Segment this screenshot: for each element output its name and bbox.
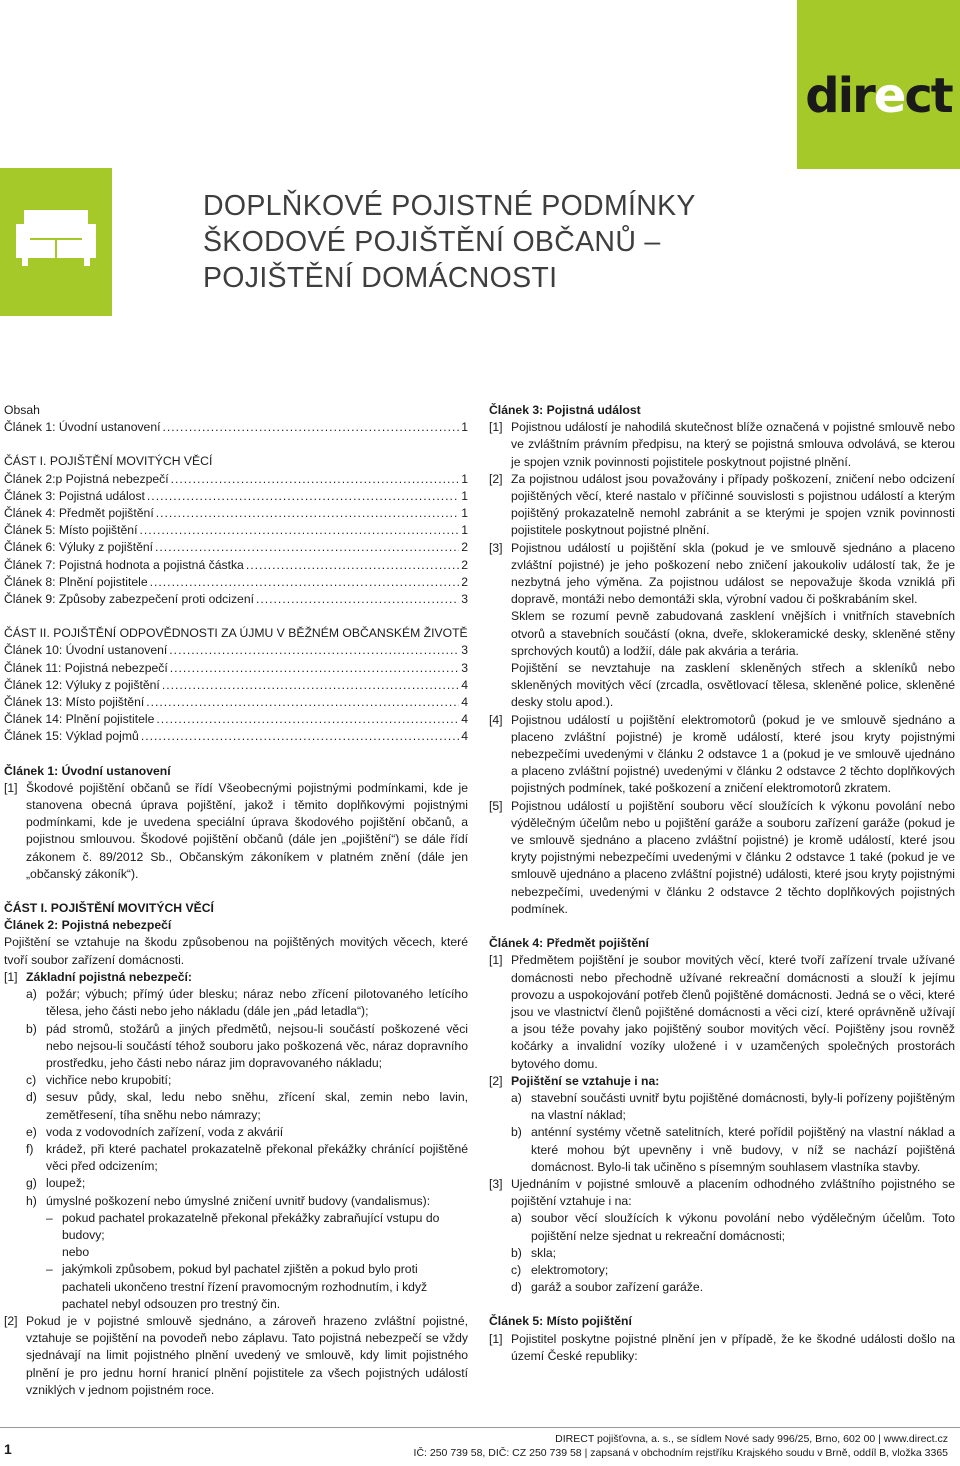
footer-address: DIRECT pojišťovna, a. s., se sídlem Nové sady 996/25, Brno, 602 00 | www.direct.cz xyxy=(555,1433,948,1445)
paragraph-text: Pojistnou událostí u pojištění elektromotorů (pokud je ve smlouvě sjednáno a placeno zvláštní pojistné) je kromě událostí, které jsou kryty pojistnými nebezpečími uvedenými v článku 2 odstavce 1 a (pokud je ve smlouvě ujednáno a placeno zvláštní pojistné) uvedenými v článku 2 odstavce 2 těchto doplňkových pojistných podmínek, také poškození a zničení elektromotorů zkratem. xyxy=(511,712,955,796)
toc-page-number: 2 xyxy=(461,540,468,555)
article-heading: Článek 5: Místo pojištění xyxy=(489,1314,632,1329)
list-item xyxy=(4,1089,468,1123)
paragraph-number: [2] xyxy=(489,471,503,486)
paragraph-text: Pojistnou událostí je nahodilá skutečnost blíže označená v pojistné smlouvě nebo ve zvláštním právním předpisu, na který se pojistná smlouva odvolává, se kterou je spojen vznik povinnosti pojistitele poskytnout pojistné plnění. xyxy=(511,420,955,469)
toc-page-number: 2 xyxy=(461,557,468,572)
toc-leader xyxy=(139,522,459,539)
list-item-text: sesuv půdy, skal, ledu nebo sněhu, zřícení skal, zemin nebo lavin, zemětřesení, tíha sněhu nebo námrazy; xyxy=(46,1090,468,1122)
title-line-2: ŠKODOVÉ POJIŠTĚNÍ OBČANŮ – xyxy=(203,226,661,258)
toc-page-number: 4 xyxy=(461,695,468,710)
title-line-3: POJIŠTĚNÍ DOMÁCNOSTI xyxy=(203,262,558,294)
article-heading: Článek 3: Pojistná událost xyxy=(489,403,641,417)
toc-entry-label: Článek 1: Úvodní ustanovení xyxy=(4,420,161,435)
list-item xyxy=(489,1279,955,1296)
toc-entry-label: Článek 3: Pojistná událost xyxy=(4,488,145,503)
dash-marker: – xyxy=(46,1210,53,1225)
part-heading: ČÁST I. POJIŠTĚNÍ MOVITÝCH VĚCÍ xyxy=(4,901,214,916)
left-column xyxy=(4,402,468,1399)
toc-page-number: 3 xyxy=(461,592,468,607)
toc-entry xyxy=(4,419,468,436)
toc xyxy=(4,402,468,746)
list-item-text: vichřice nebo krupobití; xyxy=(46,1073,172,1088)
toc-entry-label: Článek 5: Místo pojištění xyxy=(4,523,138,538)
paragraph-text: Základní pojistná nebezpečí: xyxy=(26,969,192,984)
paragraph-text: Škodové pojištění občanů se řídí Všeobecnými pojistnými podmínkami, kde je stanovena obecná úprava pojištění, jakož i těmito doplňkovými pojistnými podmínkami, kde je uvedena speciální úprava škodového pojištění občanů, a pojistnou smlouvou. Škodové pojištění občanů (dále jen „pojištění“) se dále řídí zákonem č. 89/2012 Sb., Občanským zákoníkem v platném znění (dále jen „občanský zákoník“). xyxy=(26,780,468,881)
list-item-text: anténní systémy včetně satelitních, které pořídil pojištěný na vlastní náklad a které mohou být upevněny i vně budovy, v níž se nachází pojištěná domácnost. Bylo-li tak učiněno s písemným souhlasem vlastníka stavby. xyxy=(531,1125,955,1174)
dash-item-text: pokud pachatel prokazatelně překonal překážky zabraňující vstupu do budovy; xyxy=(62,1210,440,1242)
paragraph-text: Pojistnou událostí u pojištění skla (pokud je ve smlouvě sjednáno a placeno zvláštní pojistné) je jeho poškození nebo zničení jakoukoliv událostí tak, že je nezbytná jeho výměna. Za pojistnou událost se nepovažuje škoda vzniklá při dopravě, montáži nebo demontáži skla, výrobní vadou či poškrabáním skel. xyxy=(511,540,955,607)
list-item xyxy=(4,1021,468,1073)
list-item-text: požár; výbuch; přímý úder blesku; náraz nebo zřícení pilotovaného letícího tělesa, jeho části nebo jeho nákladu (dále jen „pád letadla“); xyxy=(46,987,468,1019)
paragraph-text: Ujednáním v pojistné smlouvě a placením odhodného zvláštního pojistného se pojištění vztahuje i na: xyxy=(511,1176,955,1209)
toc-leader xyxy=(155,539,459,556)
toc-entry xyxy=(4,728,468,745)
list-item-marker: d) xyxy=(26,1090,37,1105)
list-item-text: krádež, při které pachatel prokazatelně překonal překážky chránící pojištěné věci před odcizením; xyxy=(46,1141,468,1174)
paragraph-number: [1] xyxy=(4,780,18,795)
list-item-text: elektromotory; xyxy=(531,1262,609,1277)
toc-entry xyxy=(4,522,468,539)
part-1 xyxy=(4,900,468,1399)
toc-heading: Obsah xyxy=(4,403,40,417)
article-3 xyxy=(489,402,955,918)
toc-entry xyxy=(4,591,468,608)
list-item-marker: a) xyxy=(26,987,37,1002)
paragraph-number: [5] xyxy=(489,798,503,813)
article-heading: Článek 4: Předmět pojištění xyxy=(489,936,649,951)
toc-entry-label: Článek 10: Úvodní ustanovení xyxy=(4,643,168,658)
toc-leader xyxy=(246,557,459,574)
article-heading: Článek 2: Pojistná nebezpečí xyxy=(4,918,172,933)
toc-leader xyxy=(141,728,459,745)
toc-entry xyxy=(4,574,468,591)
toc-leader xyxy=(171,471,460,488)
list-item-text: soubor věcí sloužících k výkonu povolání nebo výdělečným účelům. Toto pojištění nelze sjednat u rekreační domácnosti; xyxy=(531,1211,955,1243)
paragraph-text: Pojistnou událostí u pojištění souboru věcí sloužících k výkonu povolání nebo výdělečným účelům nebo u pojištění garáže a souboru zařízení garáže (pokud je ve smlouvě sjednáno a placeno zvláštní pojistné) je kromě událostí, které jsou kryty pojistnými nebezpečími uvedenými v článku 2 odstavce 1 také (pokud je ve smlouvě ujednáno a placeno zvláštní pojistné) události, které jsou kryty pojistnými nebezpečími, uvedenými v článku 2 odstavce 2 těchto doplňkových pojistných podmínek. xyxy=(511,798,955,916)
footer-registration: IČ: 250 739 58, DIČ: CZ 250 739 58 | zapsaná v obchodním rejstříku Krajského soudu v Brně, oddíl B, vložka 3365 xyxy=(413,1447,948,1459)
toc-part-1: ČÁST I. POJIŠTĚNÍ MOVITÝCH VĚCÍ xyxy=(4,454,213,469)
toc-entry-label: Článek 2:p Pojistná nebezpečí xyxy=(4,471,169,486)
paragraph-text: Pojištění se vztahuje i na: xyxy=(511,1073,660,1088)
toc-entry xyxy=(4,660,468,677)
list-item xyxy=(489,1210,955,1244)
right-column xyxy=(489,402,955,1365)
toc-entry-label: Článek 13: Místo pojištění xyxy=(4,695,145,710)
list-item-text: stavební součásti uvnitř bytu pojištěné domácnosti, byly-li pořízeny pojištěným na vlastní náklad; xyxy=(531,1090,955,1123)
paragraph-continuation: Pojištění se nevztahuje na zasklení skleněných střech a skleníků nebo skleněných movitých věcí (zrcadla, osvětlovací tělesa, skleněné police, skleněné desky stolu apod.). xyxy=(511,661,955,710)
toc-leader xyxy=(150,574,460,591)
conjunction: nebo xyxy=(62,1245,90,1260)
list-item xyxy=(4,1175,468,1192)
list-item-marker: c) xyxy=(26,1073,37,1088)
paragraph-number: [3] xyxy=(489,1176,503,1191)
list-item-marker: b) xyxy=(511,1125,522,1140)
list-item-text: garáž a soubor zařízení garáže. xyxy=(531,1280,704,1295)
toc-page-number: 1 xyxy=(461,506,468,521)
toc-entry-label: Článek 15: Výklad pojmů xyxy=(4,729,139,744)
toc-entry xyxy=(4,677,468,694)
toc-leader xyxy=(146,694,459,711)
list-item-marker: b) xyxy=(511,1245,522,1260)
list-item xyxy=(489,1124,955,1176)
list-item-marker: a) xyxy=(511,1211,522,1226)
toc-entry-label: Článek 8: Plnění pojistitele xyxy=(4,574,148,589)
list-item xyxy=(4,1072,468,1089)
list-item xyxy=(4,1124,468,1141)
paragraph-number: [1] xyxy=(4,969,18,984)
toc-page-number: 3 xyxy=(461,643,468,658)
toc-leader xyxy=(169,642,459,659)
list-item-marker: g) xyxy=(26,1176,37,1191)
toc-page-number: 4 xyxy=(461,677,468,692)
toc-entry xyxy=(4,557,468,574)
category-panel xyxy=(0,168,112,316)
article-intro: Pojištění se vztahuje na škodu způsobenou na pojištěných movitých věcech, které tvoří soubor zařízení domácnosti. xyxy=(4,935,468,967)
toc-leader xyxy=(156,711,459,728)
list-item-marker: c) xyxy=(511,1262,522,1277)
list-item-text: voda z vodovodních zařízení, voda z akvárií xyxy=(46,1124,284,1139)
list-item-text: skla; xyxy=(531,1245,557,1260)
article-1 xyxy=(4,763,468,883)
list-item xyxy=(489,1245,955,1262)
paragraph-number: [2] xyxy=(489,1073,503,1088)
toc-page-number: 1 xyxy=(461,420,468,435)
list-item-text: úmyslné poškození nebo úmyslné zničení uvnitř budovy (vandalismus): xyxy=(46,1193,431,1208)
document-title xyxy=(203,188,696,296)
list-item xyxy=(4,1193,468,1210)
list-item-marker: e) xyxy=(26,1124,37,1139)
toc-entry-label: Článek 12: Výluky z pojištění xyxy=(4,677,160,692)
toc-entry xyxy=(4,711,468,728)
toc-leader xyxy=(163,419,460,436)
footer xyxy=(414,1432,948,1460)
toc-entry-label: Článek 11: Pojistná nebezpečí xyxy=(4,660,168,675)
list-item xyxy=(4,1141,468,1175)
paragraph-text: Pojistitel poskytne pojistné plnění jen v případě, že ke škodné události došlo na území České republiky: xyxy=(511,1331,955,1363)
paragraph-text: Předmětem pojištění je soubor movitých věcí, které tvoří zařízení trvale užívané domácnosti nebo přechodně užívané rekreační domácnosti a slouží k jejímu provozu a uspokojování potřeb členů pojištěné domácnosti. Jedná se o věci, které jsou ve vlastnictví členů pojištěné domácnosti a věci cizí, které oprávněně užívají a jsou téže povahy jako pojištěný soubor movitých věcí. Pojištěny jsou rovněž kočárky a invalidní vozíky uložené i v uzamčených společných prostorách bytového domu. xyxy=(511,953,955,1071)
paragraph-continuation: Sklem se rozumí pevně zabudovaná zasklení vnějších i vnitřních stavebních otvorů a stavebních součástí (okna, dveře, sklokeramické desky, skleněné stěny sprchových koutů) a lodžií, dále pak akvária a terária. xyxy=(511,609,955,658)
article-5 xyxy=(489,1313,955,1365)
toc-leader xyxy=(162,677,459,694)
toc-entry xyxy=(4,539,468,556)
list-item-marker: d) xyxy=(511,1280,522,1295)
toc-entry xyxy=(4,471,468,488)
paragraph-number: [3] xyxy=(489,540,503,555)
article-heading: Článek 1: Úvodní ustanovení xyxy=(4,763,171,778)
toc-page-number: 4 xyxy=(461,712,468,727)
list-item xyxy=(4,986,468,1020)
list-item xyxy=(489,1090,955,1124)
toc-page-number: 2 xyxy=(461,574,468,589)
toc-entry-label: Článek 4: Předmět pojištění xyxy=(4,506,154,521)
toc-entry-label: Článek 14: Plnění pojistitele xyxy=(4,712,155,727)
article-4 xyxy=(489,935,955,1296)
paragraph-number: [1] xyxy=(489,420,503,435)
toc-page-number: 1 xyxy=(461,488,468,503)
toc-entry-label: Článek 9: Způsoby zabezpečení proti odcizení xyxy=(4,592,254,607)
toc-page-number: 3 xyxy=(461,660,468,675)
list-item-marker: h) xyxy=(26,1193,37,1208)
toc-page-number: 4 xyxy=(461,729,468,744)
toc-entry-label: Článek 7: Pojistná hodnota a pojistná částka xyxy=(4,557,244,572)
toc-leader xyxy=(256,591,459,608)
toc-entry xyxy=(4,488,468,505)
dash-marker: – xyxy=(46,1262,53,1277)
paragraph-text: Pokud je v pojistné smlouvě sjednáno, a zároveň hrazeno zvláštní pojistné, vztahuje se pojištění na povodeň nebo záplavu. Tato pojistná nebezpečí se vždy sjednávají na limit pojistného plnění uvedený ve smlouvě, kdy limit pojistného plnění je pro jednu horní hranicí plnění pojistitele za všech pojistných událostí vzniklých v jednom pojistném roce. xyxy=(26,1313,468,1397)
dash-item-text: jakýmkoli způsobem, pokud byl pachatel zjištěn a pokud bylo proti pachateli ukončeno trestní řízení pravomocným rozhodnutím, i když pachatel nebyl odsouzen pro trestný čin. xyxy=(62,1262,428,1311)
list-item xyxy=(489,1262,955,1279)
paragraph-text: Za pojistnou událost jsou považovány i případy poškození, zničení nebo odcizení pojištěných věcí, které nastalo v příčinné souvislosti s pojistnou událostí a kterým pojištěný prokazatelně nemohl zabránit a se kterými je spojen vznik povinnosti pojistitele poskytnout pojistné plnění. xyxy=(511,471,955,538)
list-item-marker: b) xyxy=(26,1021,37,1036)
toc-entry xyxy=(4,642,468,659)
list-item-marker: a) xyxy=(511,1090,522,1105)
toc-entry xyxy=(4,694,468,711)
list-item-text: pád stromů, stožárů a jiných předmětů, nejsou-li součástí poškozené věci nebo nejsou-li součástí téhož souboru jako poškozená věc, náraz dopravního prostředku, jeho části nebo náraz jim dopravovaného nákladu; xyxy=(46,1021,468,1070)
list-item-text: loupež; xyxy=(46,1176,86,1191)
logo-text: direct xyxy=(805,68,952,124)
toc-entry-label: Článek 6: Výluky z pojištění xyxy=(4,540,154,555)
toc-part-2: ČÁST II. POJIŠTĚNÍ ODPOVĚDNOSTI ZA ÚJMU V BĚŽNÉM OBČANSKÉM ŽIVOTĚ xyxy=(4,626,468,641)
brand-logo xyxy=(797,0,960,169)
sofa-icon xyxy=(0,168,112,316)
paragraph-number: [1] xyxy=(489,1331,503,1346)
toc-leader xyxy=(147,488,459,505)
toc-entry xyxy=(4,505,468,522)
toc-leader xyxy=(170,660,459,677)
paragraph-number: [1] xyxy=(489,953,503,968)
footer-divider xyxy=(0,1427,960,1428)
paragraph-number: [2] xyxy=(4,1313,18,1328)
title-line-1: DOPLŇKOVÉ POJISTNÉ PODMÍNKY xyxy=(203,190,696,222)
paragraph-number: [4] xyxy=(489,712,503,727)
page-number: 1 xyxy=(4,1441,12,1457)
toc-page-number: 1 xyxy=(461,471,468,486)
list-item-marker: f) xyxy=(26,1141,34,1156)
toc-page-number: 1 xyxy=(461,523,468,538)
toc-leader xyxy=(156,505,460,522)
